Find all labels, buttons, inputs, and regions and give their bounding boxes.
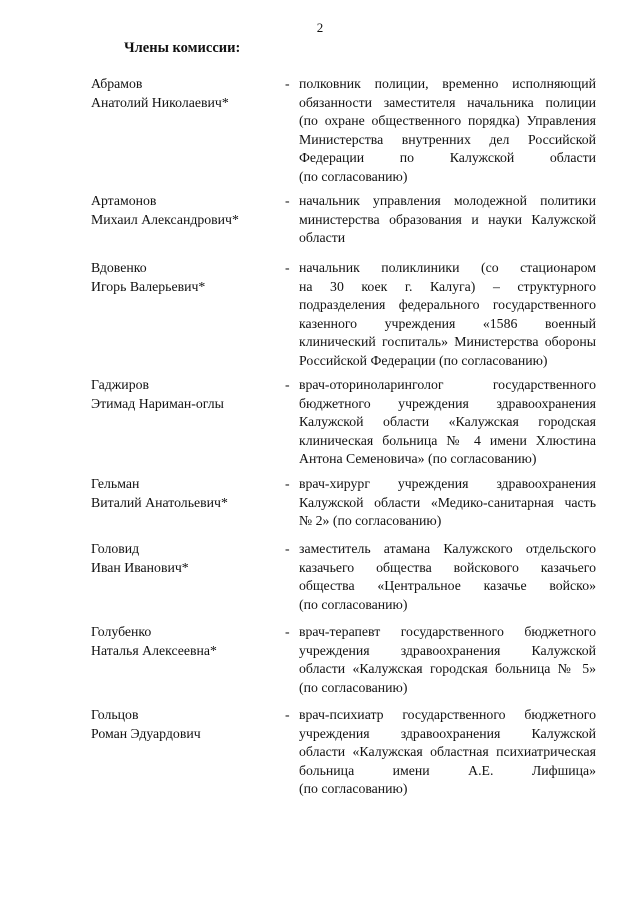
- dash-separator: -: [285, 707, 290, 722]
- member-given-names: Михаил Александрович*: [91, 211, 239, 227]
- position-line: больница имени А.Е. Лифшица»: [299, 762, 596, 778]
- member-position: [299, 623, 596, 697]
- position-line: начальник поликлиники (со стационаром: [299, 260, 596, 275]
- position-line: № 2» (по согласованию): [299, 513, 442, 529]
- member-name: [91, 259, 276, 296]
- position-line: подразделения федерального государственного: [299, 297, 596, 313]
- position-line: области «Калужская городская больница № 5»: [299, 661, 596, 677]
- position-line: министерства образования и науки Калужской: [299, 211, 596, 227]
- member-given-names: Виталий Анатольевич*: [91, 494, 228, 510]
- position-line: Российской Федерации (по согласованию): [299, 352, 548, 368]
- member-given-names: Анатолий Николаевич*: [91, 94, 229, 110]
- position-line: казачьего общества войскового казачьего: [299, 559, 596, 575]
- member-surname: Гольцов: [91, 707, 139, 722]
- position-line: обязанности заместителя начальника полиции: [299, 94, 596, 110]
- member-name: [91, 706, 276, 743]
- member-given-names: Иван Иванович*: [91, 559, 189, 575]
- member-position: [299, 540, 596, 614]
- dash-separator: -: [285, 377, 290, 392]
- member-surname: Артамонов: [91, 193, 157, 208]
- position-line: (по согласованию): [299, 679, 408, 695]
- position-line: (по охране общественного порядка) Управления: [299, 113, 596, 129]
- position-line: (по согласованию): [299, 168, 408, 184]
- dash-separator: -: [285, 193, 290, 208]
- member-surname: Голубенко: [91, 624, 152, 639]
- member-given-names: Игорь Валерьевич*: [91, 278, 206, 294]
- member-given-names: Наталья Алексеевна*: [91, 642, 217, 658]
- position-line: врач-оториноларинголог государственного: [299, 377, 596, 392]
- position-line: Министерства внутренних дел Российской: [299, 131, 596, 147]
- member-given-names: Этимад Нариман-оглы: [91, 395, 224, 411]
- member-surname: Гельман: [91, 476, 140, 491]
- member-position: [299, 259, 596, 371]
- member-name: [91, 540, 276, 577]
- member-name: [91, 475, 276, 512]
- position-line: казенного учреждения «1586 военный: [299, 315, 596, 331]
- member-name: [91, 192, 276, 229]
- dash-separator: -: [285, 476, 290, 491]
- member-position: [299, 75, 596, 187]
- member-given-names: Роман Эдуардович: [91, 725, 201, 741]
- position-line: врач-терапевт государственного бюджетного: [299, 624, 596, 639]
- position-line: заместитель атамана Калужского отдельского: [299, 541, 596, 556]
- position-line: начальник управления молодежной политики: [299, 193, 596, 208]
- position-line: учреждения здравоохранения Калужской: [299, 642, 596, 658]
- member-surname: Гаджиров: [91, 377, 150, 392]
- member-position: [299, 376, 596, 469]
- position-line: клиническая больница № 4 имени Хлюстина: [299, 432, 596, 448]
- position-line: врач-хирург учреждения здравоохранения: [299, 476, 596, 491]
- position-line: на 30 коек г. Калуга) – структурного: [299, 278, 596, 294]
- dash-separator: -: [285, 76, 290, 91]
- dash-separator: -: [285, 624, 290, 639]
- member-position: [299, 192, 596, 248]
- member-name: [91, 75, 276, 112]
- position-line: Калужской области «Медико-санитарная часть: [299, 494, 596, 510]
- position-line: учреждения здравоохранения Калужской: [299, 725, 596, 741]
- position-line: области «Калужская областная психиатрическая: [299, 744, 596, 760]
- position-line: Федерации по Калужской области: [299, 150, 596, 166]
- position-line: бюджетного учреждения здравоохранения: [299, 395, 596, 411]
- section-heading: Члены комиссии:: [124, 40, 241, 56]
- position-line: (по согласованию): [299, 596, 408, 612]
- member-position: [299, 706, 596, 799]
- member-surname: Вдовенко: [91, 260, 147, 275]
- position-line: Антона Семеновича» (по согласованию): [299, 451, 537, 467]
- position-line: полковник полиции, временно исполняющий: [299, 76, 596, 91]
- member-surname: Головид: [91, 541, 140, 556]
- member-surname: Абрамов: [91, 76, 143, 91]
- position-line: общества «Центральное казачье войско»: [299, 578, 596, 594]
- dash-separator: -: [285, 541, 290, 556]
- position-line: Калужской области «Калужская городская: [299, 414, 596, 430]
- position-line: врач-психиатр государственного бюджетного: [299, 707, 596, 722]
- position-line: (по согласованию): [299, 781, 408, 797]
- page-number: 2: [316, 20, 324, 35]
- dash-separator: -: [285, 260, 290, 275]
- member-position: [299, 475, 596, 531]
- member-name: [91, 623, 276, 660]
- position-line: клинический госпиталь» Министерства обороны: [299, 334, 596, 350]
- member-name: [91, 376, 276, 413]
- position-line: области: [299, 230, 346, 246]
